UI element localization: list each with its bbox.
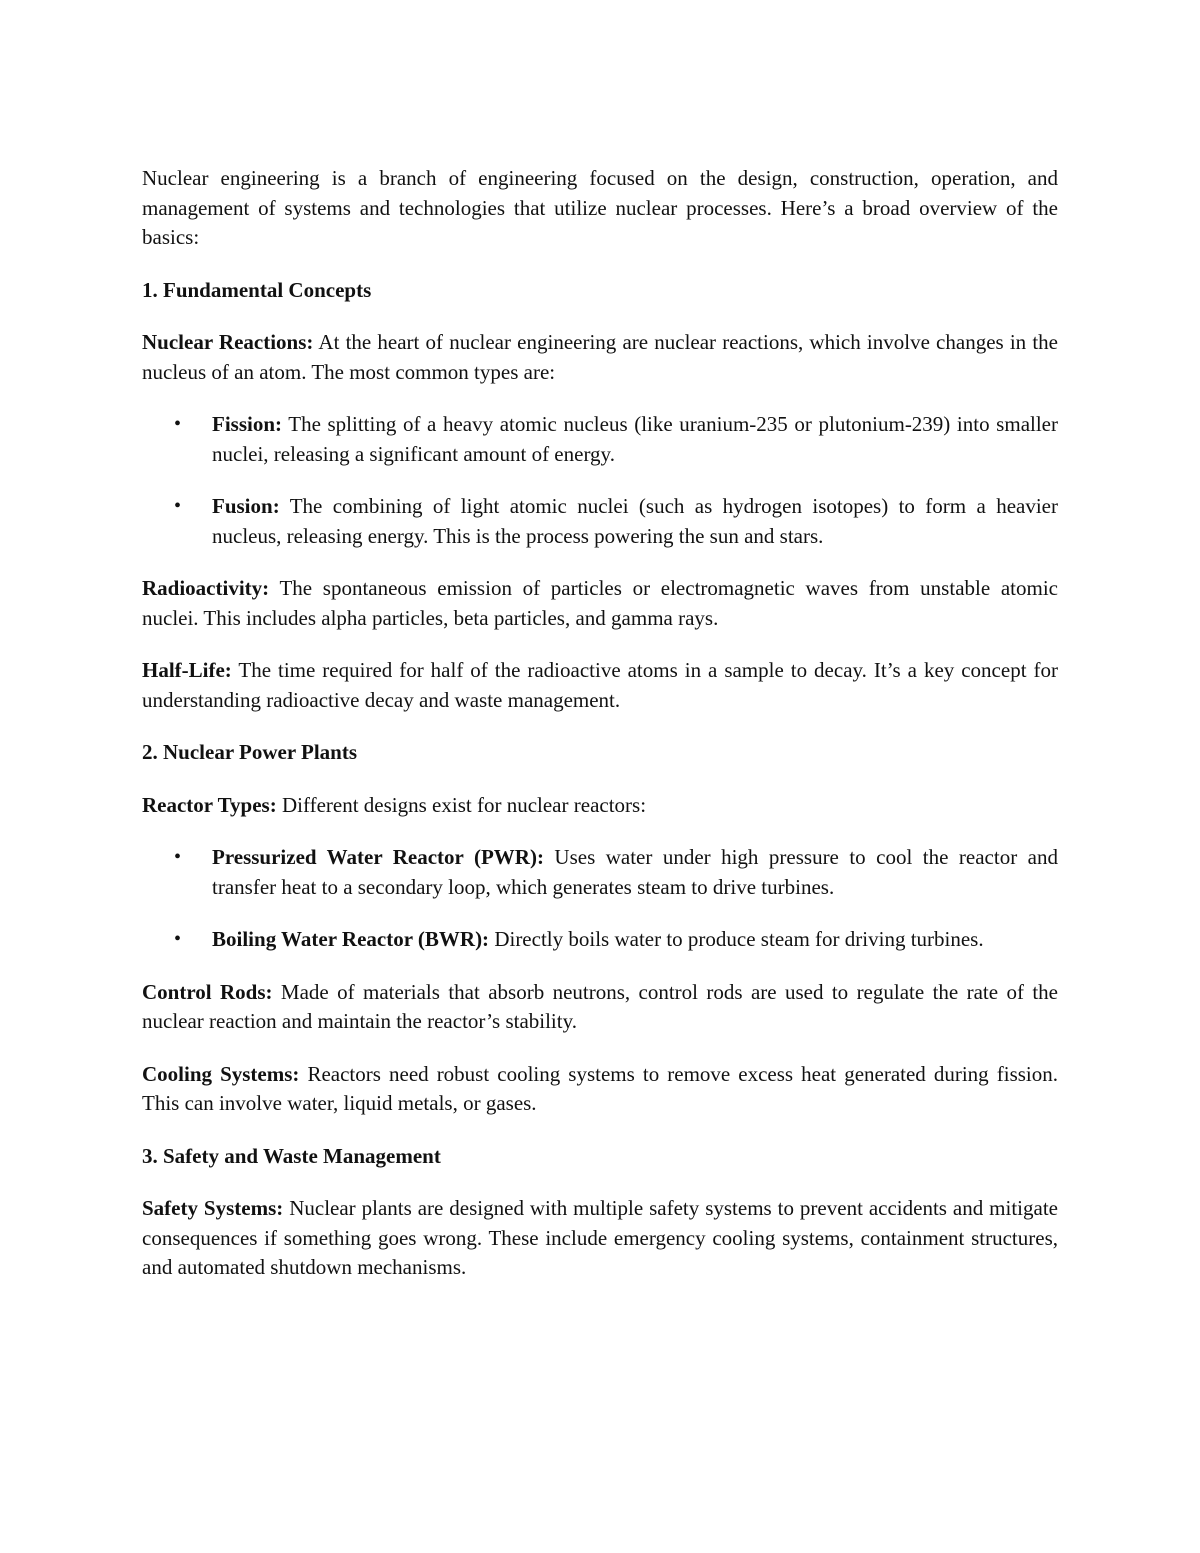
intro-paragraph: Nuclear engineering is a branch of engineering focused on the design, construction, operation, and management of systems and technologies that utilize nuclear processes. Here’s a broad overview of the basics: — [142, 166, 1058, 249]
text-radioactivity: The spontaneous emission of particles or electromagnetic waves from unstable atomic nuclei. This includes alpha particles, beta particles, and gamma rays. — [142, 576, 1058, 630]
document-body — [142, 164, 1058, 1306]
section-heading-nuclear-power-plants: 2. Nuclear Power Plants — [142, 740, 358, 764]
term-control-rods: Control Rods: — [142, 979, 273, 1004]
term-safety-systems: Safety Systems: — [142, 1196, 284, 1220]
text-fusion: The combining of light atomic nuclei (such as hydrogen isotopes) to form a heavier nucleus, releasing energy. This is the process powering the sun and stars. — [212, 494, 1058, 548]
term-fission: Fission: — [212, 412, 283, 436]
paragraph-safety-systems — [142, 1194, 1058, 1283]
reaction-types-list — [142, 410, 1058, 551]
term-nuclear-reactions: Nuclear Reactions: — [142, 330, 314, 354]
text-safety-systems: Nuclear plants are designed with multiple safety systems to prevent accidents and mitigate consequences if something goes wrong. These include emergency cooling systems, containment structures, and automated shutdown mechanisms. — [142, 1196, 1058, 1279]
paragraph-half-life — [142, 656, 1058, 715]
term-pwr: Pressurized Water Reactor (PWR): — [212, 845, 544, 869]
list-item-bwr — [142, 925, 1058, 955]
term-radioactivity: Radioactivity: — [142, 576, 270, 600]
text-bwr: Directly boils water to produce steam for driving turbines. — [489, 927, 984, 951]
text-pwr: Uses water under high pressure to cool the reactor and transfer heat to a secondary loop, which generates steam to drive turbines. — [212, 845, 1058, 899]
term-bwr: Boiling Water Reactor (BWR): — [212, 927, 490, 951]
bullet-icon: • — [174, 413, 182, 435]
paragraph-reactor-types — [142, 791, 1058, 821]
list-item-pwr — [142, 843, 1058, 902]
text-fission: The splitting of a heavy atomic nucleus (like uranium-235 or plutonium-239) into smaller nuclei, releasing a significant amount of energy. — [212, 412, 1058, 466]
text-cooling-systems: Reactors need robust cooling systems to remove excess heat generated during fission. This can involve water, liquid metals, or gases. — [142, 1061, 1059, 1115]
text-half-life: The time required for half of the radioactive atoms in a sample to decay. It’s a key concept for understanding radioactive decay and waste management. — [142, 658, 1058, 712]
list-item-fission — [142, 410, 1058, 469]
term-fusion: Fusion: — [212, 494, 280, 518]
term-reactor-types: Reactor Types: — [142, 792, 277, 817]
term-half-life: Half-Life: — [142, 658, 232, 682]
text-control-rods: Made of materials that absorb neutrons, control rods are used to regulate the rate of the nuclear reaction and maintain the reactor’s stability. — [142, 979, 1059, 1033]
paragraph-radioactivity — [142, 574, 1058, 633]
paragraph-nuclear-reactions — [142, 328, 1058, 387]
reactor-designs-list — [142, 843, 1058, 955]
list-item-fusion — [142, 492, 1058, 551]
bullet-icon: • — [174, 846, 182, 868]
text-reactor-types: Different designs exist for nuclear reactors: — [276, 792, 647, 817]
paragraph-cooling-systems — [142, 1060, 1058, 1119]
bullet-icon: • — [174, 928, 182, 950]
section-heading-safety-and-waste: 3. Safety and Waste Management — [142, 1143, 441, 1168]
bullet-icon: • — [174, 495, 182, 517]
section-heading-fundamental-concepts: 1. Fundamental Concepts — [142, 277, 372, 302]
term-cooling-systems: Cooling Systems: — [142, 1061, 300, 1086]
paragraph-control-rods — [142, 978, 1058, 1037]
text-nuclear-reactions: At the heart of nuclear engineering are nuclear reactions, which involve changes in the nucleus of an atom. The most common types are: — [142, 330, 1059, 384]
